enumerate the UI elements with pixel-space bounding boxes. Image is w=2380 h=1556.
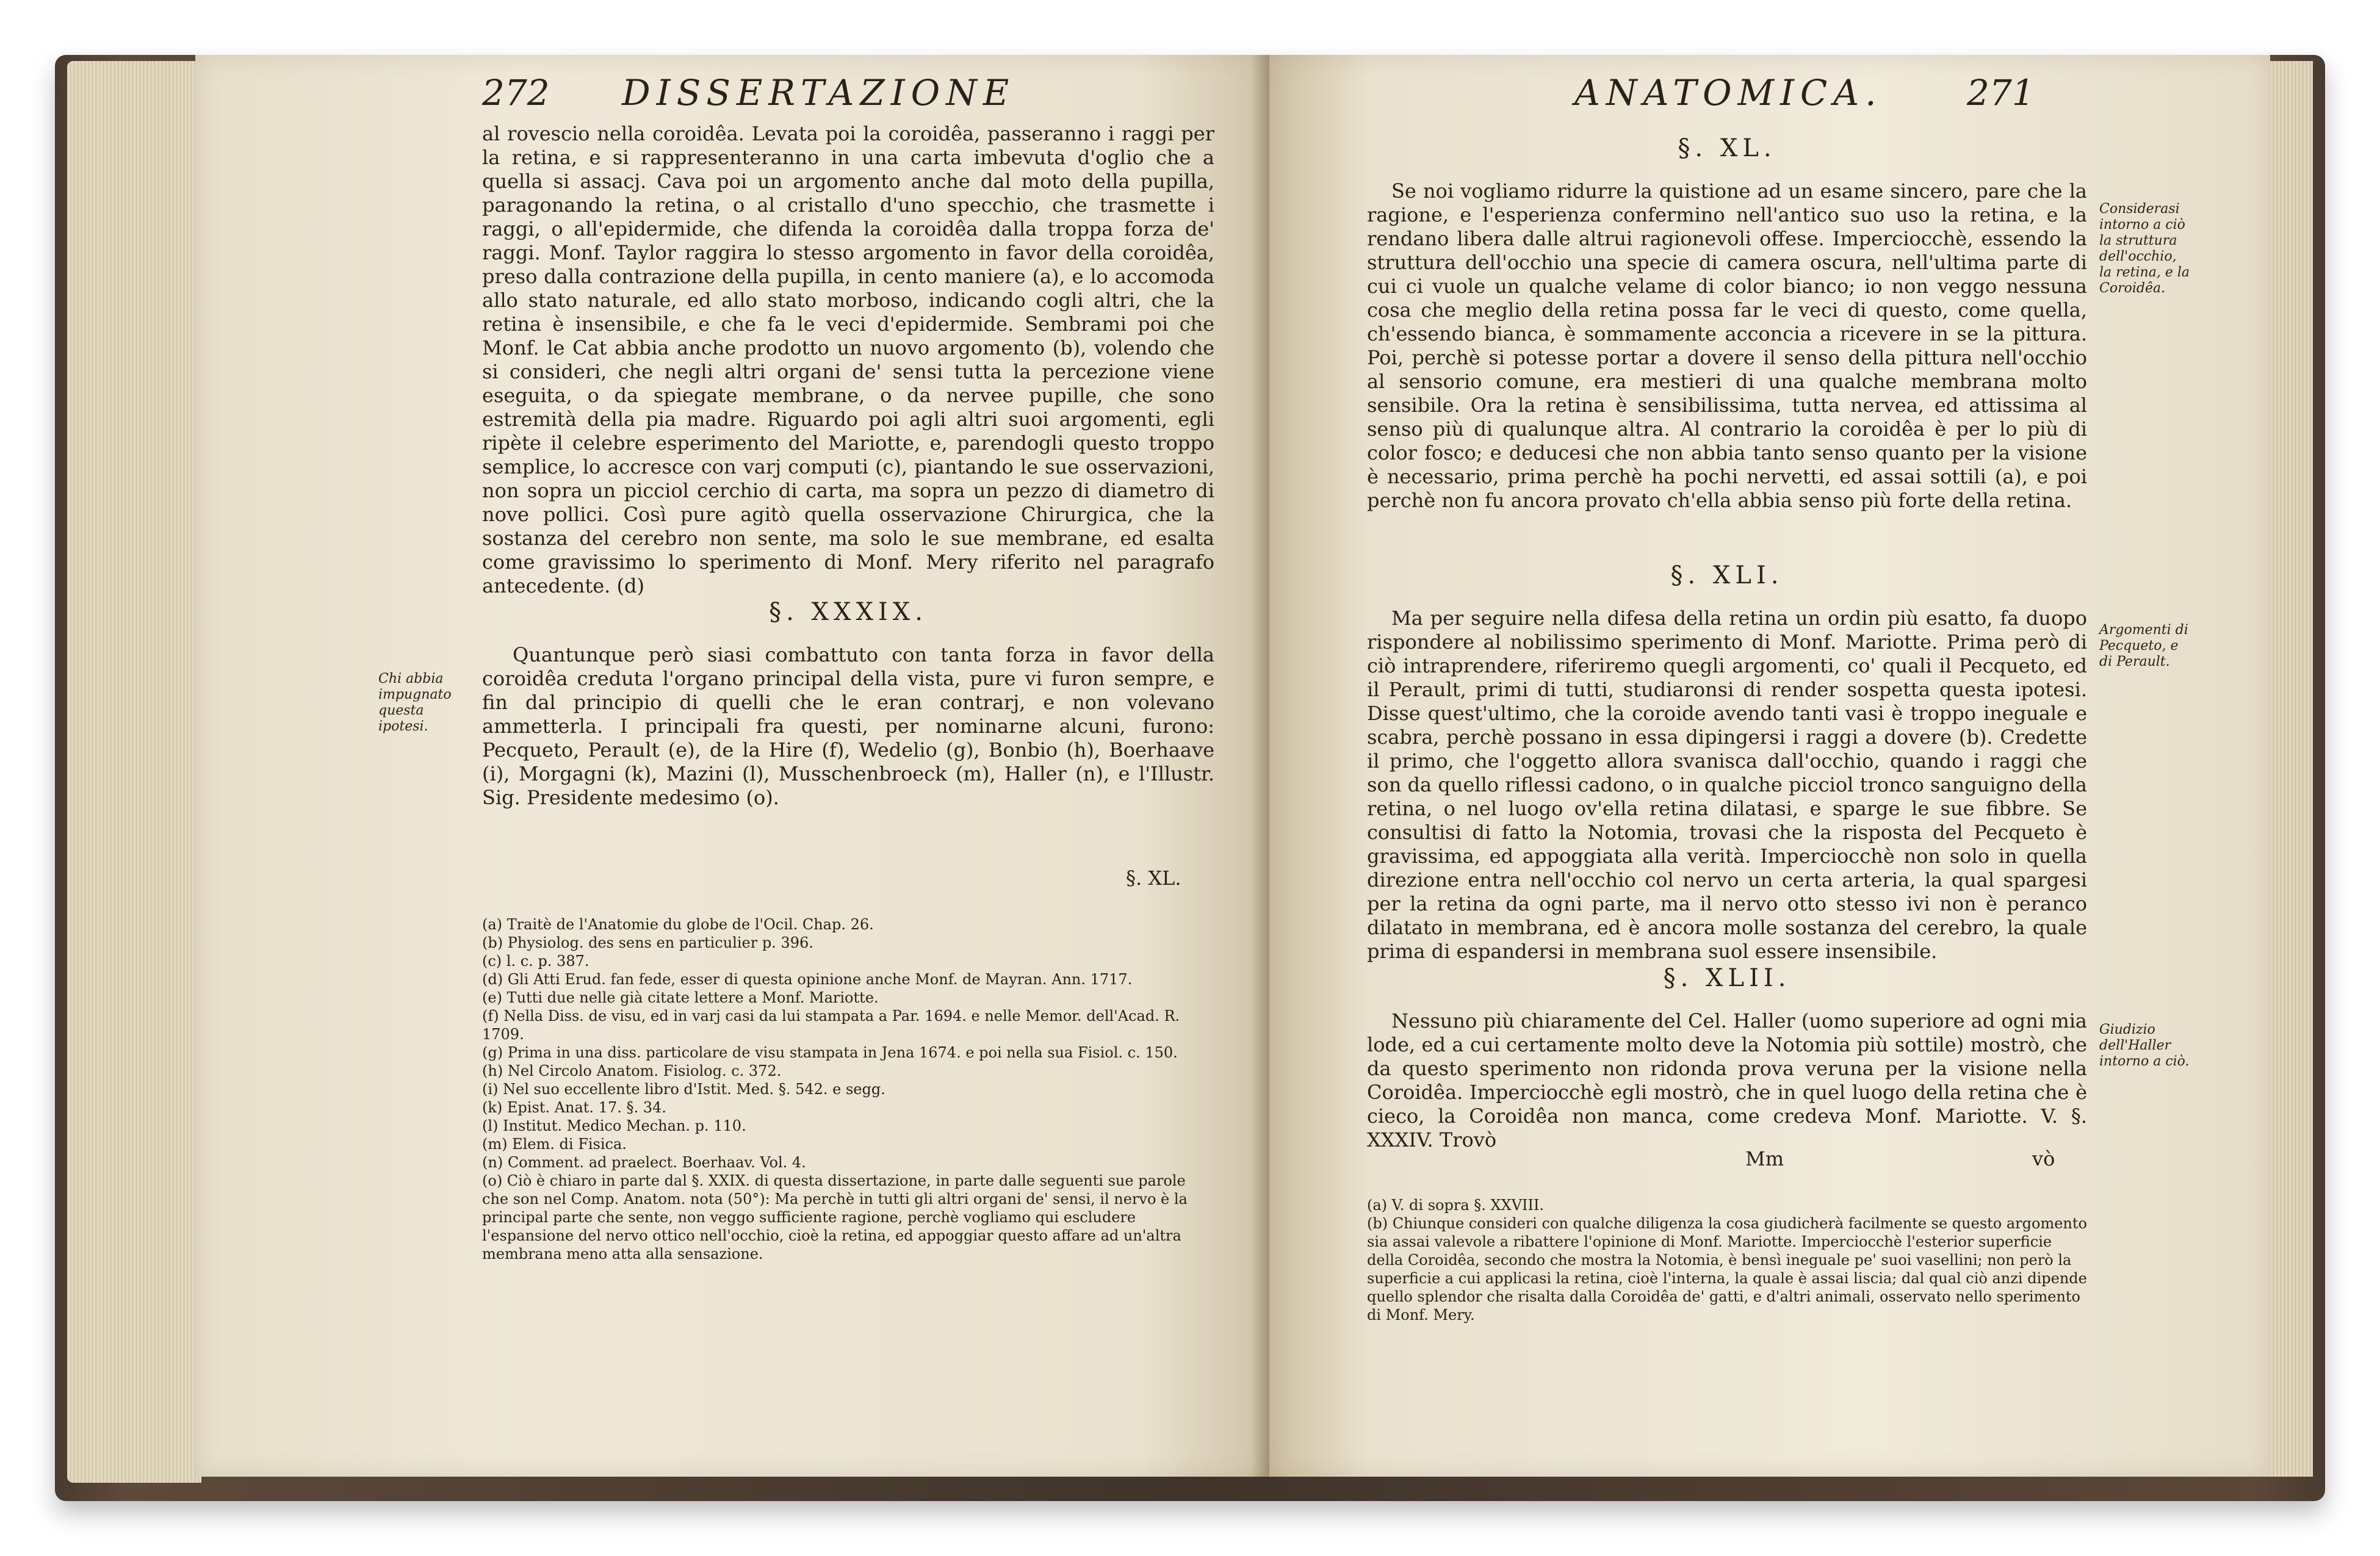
right-catchword: vò (2032, 1147, 2055, 1170)
footnote: (h) Nel Circolo Anatom. Fisiolog. c. 372. (482, 1062, 782, 1079)
footnote: (a) Traitè de l'Anatomie du globe de l'Ocil. Chap. 26. (482, 916, 874, 933)
right-footnotes (1367, 1196, 2087, 1324)
section-paragraph-xl: Se noi vogliamo ridurre la quistione ad un esame sincero, pare che la ragione, e l'esperienza confermino nell'antico suo uso la retina, e la rendano libera dalle altrui ragionevoli offese. Imperciocchè, essendo la struttura dell'occhio una specie di camera oscura, nell'ultima parte di cui ci vuole un qualche velame di color bianco; io non veggo nessuna cosa che meglio della retina possa far le veci di questo, come quella, ch'essendo bianca, è sommamente acconcia a ricevere in se la pittura. Poi, perchè si potesse portar a dovere il senso della pittura nell'occhio al sensorio comune, era mestieri di una qualche membrana molto sensibile. Ora la retina è sensibilissima, tutta nervea, ed attissima al senso più di qualunque altra. Al contrario la coroidêa è per lo più di color fosco; e deducesi che non abbia tanto senso quanto per la visione è necessario, prima perchè ha pochi nervetti, ed assai sottili (a), e poi perchè non fu ancora provato ch'ella abbia senso più forte della retina. (1367, 179, 2087, 512)
section-heading-xli: §. XLI. (1670, 561, 1784, 589)
right-page-number: 271 (1967, 72, 2035, 113)
footnote: (b) Chiunque consideri con qualche diligenza la cosa giudicherà facilmente se questo argomento sia assai valevole a ribattere l'opinione di Monf. Mariotte. Imperciocchè l'esterior superficie della Coroidêa, secondo che mostra la Notomia, è bensì ineguale pe' suoi vasellini; non però la superficie a cui applicasi la retina, cioè l'interna, la quale è assai liscia; dal qual ciò anzi dipende quello splendor che risalta dalla Coroidêa de' gatti, e d'altri animali, osservato nello sperimento di Monf. Mery. (1367, 1215, 2087, 1324)
footnote: (c) l. c. p. 387. (482, 953, 590, 970)
open-book (55, 37, 2331, 1501)
footnote: (b) Physiolog. des sens en particulier p. 396. (482, 934, 813, 951)
section-paragraph-xli: Ma per seguire nella difesa della retina un ordin più esatto, fa duopo rispondere al nobilissimo sperimento di Monf. Mariotte. Prima però di ciò intraprendere, riferiremo quegli argomenti, co' quali il Pecqueto, ed il Perault, primi di tutti, studiaronsi di render sospetta questa ipotesi. Disse quest'ultimo, che la coroide avendo tanti vasi è troppo ineguale e scabra, perchè possano in essa dipingersi i raggi a dovere (b). Credette il primo, che l'oggetto allora svanisca dall'occhio, quando i raggi che son da quello riflessi cadono, o in qualche picciol tronco sanguigno della retina, o nel luogo ov'ella retina dilatasi, e sparge le sue fibbre. Se consultisi di fatto la Notomia, trovasi che la risposta del Pecqueto è gravissima, ed appoggiata alla verità. Imperciocchè non solo in quella direzione entra nell'occhio col nervo un certa arteria, la qual spargesi per la retina da ogni parte, ma il nervo otto stesso ivi non è peranco dilatato in membrana, ed è ancora molle sostanza del cerebro, la quale prima di espandersi in membrana suol essere insensibile. (1367, 607, 2087, 963)
footnote: (k) Epist. Anat. 17. §. 34. (482, 1099, 666, 1116)
footnote: (n) Comment. ad praelect. Boerhaav. Vol. 4. (482, 1154, 806, 1171)
footnote: (g) Prima in una diss. particolare de visu stampata in Jena 1674. e poi nella sua Fisiol. c. 150. (482, 1044, 1178, 1061)
right-page (1269, 55, 2270, 1477)
footnote: (a) V. di sopra §. XXVIII. (1367, 1197, 1545, 1214)
left-page-top-text (482, 122, 1214, 603)
left-section (482, 580, 1214, 810)
left-page-running-title: DISSERTAZIONE (622, 72, 1015, 113)
signature-mark: Mm (1745, 1147, 1784, 1170)
footnote: (f) Nella Diss. de visu, ed in varj casi da lui stampata a Par. 1694. e nelle Memor. dell'Acad. R. 1709. (482, 1007, 1180, 1043)
footnote: (m) Elem. di Fisica. (482, 1136, 627, 1153)
footnote: (l) Institut. Medico Mechan. p. 110. (482, 1117, 746, 1134)
right-page-running-title: ANATOMICA. (1574, 72, 1883, 113)
right-page-header (1574, 72, 2035, 113)
page-edges-left (67, 61, 201, 1483)
left-page-number: 272 (482, 72, 550, 113)
section-heading-xlii: §. XLII. (1663, 964, 1791, 992)
left-catchword: §. XL. (1126, 866, 1181, 890)
page-edges-right (2270, 61, 2313, 1477)
margin-note-xli: Argomenti di Pecqueto, e di Perault. (2099, 622, 2188, 669)
right-section-xli (1367, 561, 2087, 963)
footnote: (o) Ciò è chiaro in parte dal §. XXIX. di questa dissertazione, in parte dalle seguenti sue parole che son nel Comp. Anatom. nota (50°): Ma perchè in tutti gli altri organi de' sensi, il nervo è la principal parte che sente, non veggo sufficiente ragione, perchè vogliamo qui escludere l'espansione del nervo ottico nell'occhio, cioè la retina, ed appoggiar questo affare ad un'altra membrana meno atta alla sensazione. (482, 1172, 1188, 1262)
left-page-header (482, 72, 1015, 113)
section-heading-xl: §. XL. (1678, 134, 1776, 162)
footnote: (d) Gli Atti Erud. fan fede, esser di questa opinione anche Monf. de Mayran. Ann. 1717. (482, 971, 1133, 988)
margin-note-xl: Considerasi intorno a ciò la struttura dell'occhio, la retina, e la Coroidêa. (2099, 201, 2190, 296)
footnote: (e) Tutti due nelle già citate lettere a Monf. Mariotte. (482, 989, 879, 1006)
right-section-xlii (1367, 964, 2087, 1152)
right-section-xl (1367, 134, 2087, 513)
section-paragraph-xxxix: Quantunque però siasi combattuto con tanta forza in favor della coroidêa creduta l'organo principal della vista, pure vi furon sempre, e fin dal principio di quelli che le eran contrarj, e non volevano ammetterla. I principali fra questi, per nominarne alcuni, furono: Pecqueto, Perault (e), de la Hire (f), Wedelio (g), Bonbio (h), Boerhaave (i), Morgagni (k), Mazini (l), Musschenbroeck (m), Haller (n), e l'Illustr. Sig. Presidente medesimo (o). (482, 643, 1214, 809)
footnote: (i) Nel suo eccellente libro d'Istit. Med. §. 542. e segg. (482, 1081, 885, 1098)
left-page (195, 55, 1269, 1477)
margin-note-left: Chi abbia impugnato questa ipotesi. (378, 671, 452, 734)
section-paragraph-xlii: Nessuno più chiaramente del Cel. Haller (uomo superiore ad ogni mia lode, ed a cui certamente molto deve la Notomia più sottile) mostrò, che da questo sperimento non ridonda prova veruna per la visione nella Coroidêa. Imperciocchè egli mostrò, che in quel luogo della retina che è cieco, la Coroidêa non manca, come credeva Monf. Mariotte. V. §. XXXIV. Trovò (1367, 1009, 2087, 1151)
left-footnotes (482, 915, 1214, 1263)
left-top-paragraph: al rovescio nella coroidêa. Levata poi la coroidêa, passeranno i raggi per la retina, e si rappresenteranno in una carta imbevuta d'oglio che a quella si assacj. Cava poi un argomento anche dal moto della pupilla, paragonando la retina, o al cristallo d'uno specchio, che trasmette i raggi, o all'epidermide, che difenda la coroidêa dalla troppa forza de' raggi. Monf. Taylor raggira lo stesso argomento in favor della coroidêa, preso dalla contrazione della pupilla, in cento maniere (a), e lo accomoda allo stato naturale, ed allo stato morboso, indicando cogli altri, che la retina è insensibile, e che fa le veci d'epidermide. Sembrami poi che Monf. le Cat abbia anche prodotto un nuovo argomento (b), volendo che si consideri, che negli altri organi de' sensi tutta la percezione viene eseguita, o da spiegate membrane, o da nervee pupille, che sono estremità della pia madre. Riguardo poi agli altri suoi argomenti, egli ripète il celebre esperimento del Mariotte, e, parendogli questo troppo semplice, lo accresce con varj computi (c), piantando le sue osservazioni, non sopra un picciol cerchio di carta, ma sopra un pezzo di diametro di nove pollici. Così pure agitò quella osservazione Chirurgica, che la sostanza del cerebro non sente, ma solo le sue membrane, ed esalta come gravissimo lo sperimento di Monf. Mery riferito nel paragrafo antecedente. (d) (482, 122, 1214, 597)
margin-note-xlii: Giudizio dell'Haller intorno a ciò. (2099, 1022, 2190, 1069)
section-heading-xxxix: §. XXXIX. (769, 598, 928, 626)
